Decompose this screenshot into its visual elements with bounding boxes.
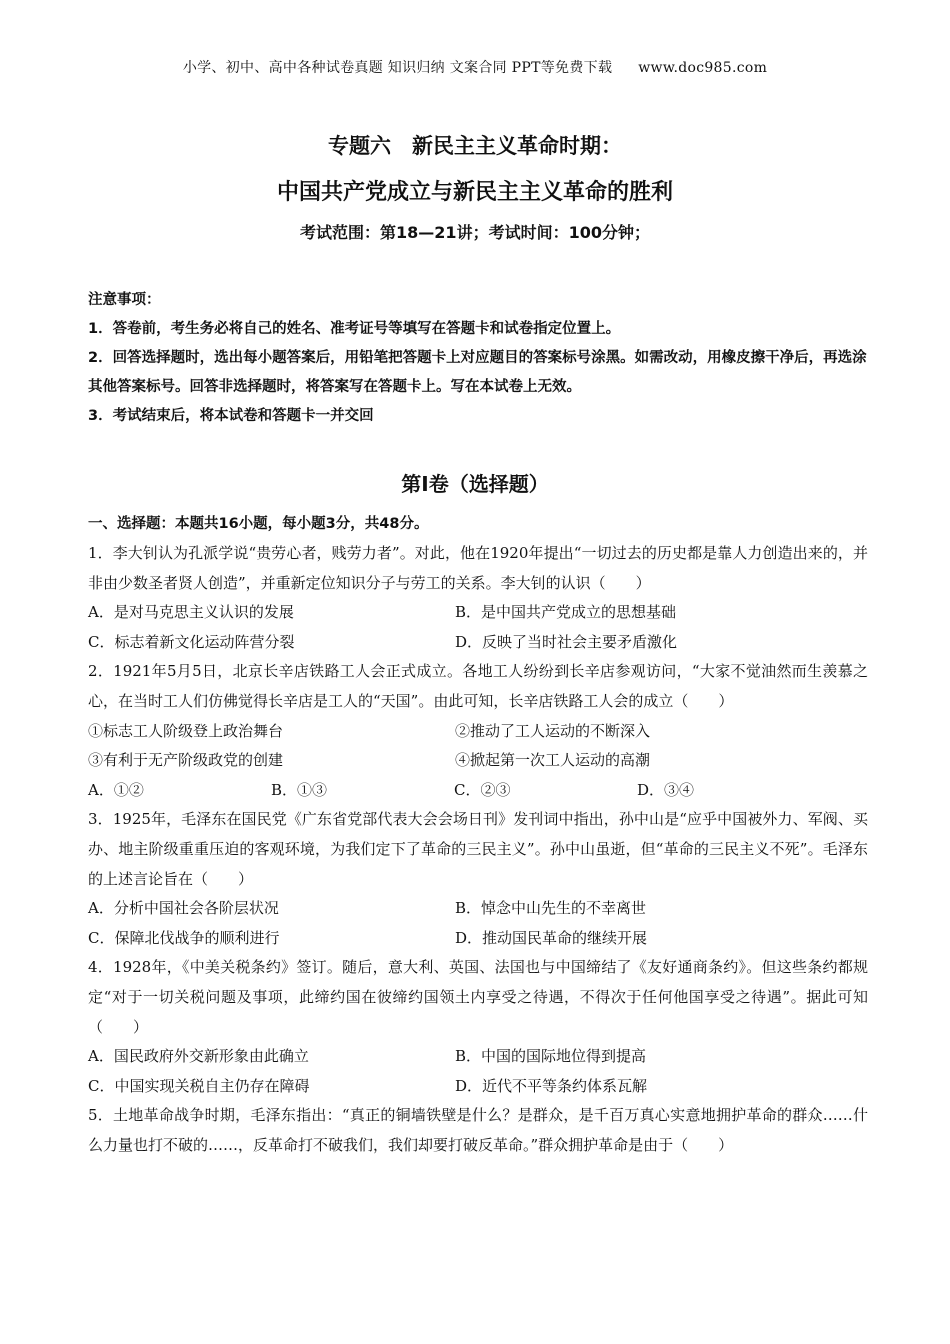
option-row xyxy=(88,924,868,954)
section-title: 第I卷（选择题） xyxy=(401,472,549,496)
option-d: D．③④ xyxy=(637,780,695,799)
option-c: C．保障北伐战争的顺利进行 xyxy=(88,928,280,947)
question-stem: 3．1925年，毛泽东在国民党《广东省党部代表大会会场日刊》发刊词中指出，孙中山是“应乎中国被外力、军阀、买办、地主阶级重重压迫的客观环境，为我们定下了革命的三民主义”。孙中山虽逝，但“革命的三民主义不死”。毛泽东的上述言论旨在（ ） xyxy=(88,810,868,888)
title-line-1: 专题六 新民主主义革命时期： xyxy=(328,134,622,158)
option-c: C．标志着新文化运动阵营分裂 xyxy=(88,632,295,651)
statement-3: ③有利于无产阶级政党的创建 xyxy=(88,751,284,770)
option-row xyxy=(88,598,868,628)
statement-4: ④掀起第一次工人运动的高潮 xyxy=(455,751,651,770)
option-a: A．①② xyxy=(88,780,144,799)
note-item: 2．回答选择题时，选出每小题答案后，用铅笔把答题卡上对应题目的答案标号涂黑。如需改动，用橡皮擦干净后，再选涂其他答案标号。回答非选择题时，将答案写在答题卡上。写在本试卷上无效。 xyxy=(88,350,867,395)
statement-2: ②推动了工人运动的不断深入 xyxy=(455,721,651,740)
option-d: D．推动国民革命的继续开展 xyxy=(455,928,648,947)
option-row xyxy=(88,1042,868,1072)
option-d: D．近代不平等条约体系瓦解 xyxy=(455,1076,648,1095)
option-c: C．中国实现关税自主仍存在障碍 xyxy=(88,1076,310,1095)
option-row xyxy=(88,894,868,924)
title-line-2: 中国共产党成立与新民主主义革命的胜利 xyxy=(276,180,673,205)
question-stem: 1．李大钊认为孔派学说“贵劳心者，贱劳力者”。对此，他在1920年提出“一切过去的历史都是靠人力创造出来的，并非由少数圣者贤人创造”，并重新定位知识分子与劳工的关系。李大钊的认识（ ） xyxy=(88,544,868,592)
option-c: C．②③ xyxy=(454,780,511,799)
option-b: B．是中国共产党成立的思想基础 xyxy=(455,603,677,622)
option-d: D．反映了当时社会主要矛盾激化 xyxy=(455,632,678,651)
note-item: 3．考试结束后，将本试卷和答题卡一并交回 xyxy=(88,408,374,424)
option-a: A．国民政府外交新形象由此确立 xyxy=(88,1047,309,1066)
option-a: A．分析中国社会各阶层状况 xyxy=(88,899,279,918)
option-a: A．是对马克思主义认识的发展 xyxy=(88,603,294,622)
notes-section xyxy=(88,286,868,431)
question-1 xyxy=(88,539,868,657)
statement-row xyxy=(88,746,868,776)
exam-info: 考试范围：第18—21讲；考试时间：100分钟； xyxy=(300,223,650,242)
question-5 xyxy=(88,1101,868,1160)
option-b: B．中国的国际地位得到提高 xyxy=(455,1047,647,1066)
header-site-link[interactable]: www.doc985.com xyxy=(638,60,768,76)
header-text: 小学、初中、高中各种试卷真题 知识归纳 文案合同 PPT等免费下载 xyxy=(182,60,613,76)
option-row xyxy=(88,628,868,658)
note-item: 1．答卷前，考生务必将自己的姓名、准考证号等填写在答题卡和试卷指定位置上。 xyxy=(88,321,621,337)
option-b: B．悼念中山先生的不幸离世 xyxy=(455,899,647,918)
question-stem: 4．1928年，《中美关税条约》签订。随后，意大利、英国、法国也与中国缔结了《友好通商条约》。但这些条约都规定“对于一切关税问题及事项，此缔约国在彼缔约国领土内享受之待遇，不得次于任何他国享受之待遇”。据此可知（ ） xyxy=(88,958,868,1036)
question-2 xyxy=(88,657,868,805)
questions-list xyxy=(88,539,868,1160)
question-4 xyxy=(88,953,868,1101)
option-row xyxy=(88,1072,868,1102)
question-3 xyxy=(88,805,868,953)
statement-1: ①标志工人阶级登上政治舞台 xyxy=(88,721,284,740)
statement-row xyxy=(88,717,868,747)
notes-heading: 注意事项： xyxy=(88,292,161,308)
page-header xyxy=(0,57,950,77)
option-b: B．①③ xyxy=(271,780,328,799)
question-stem: 2．1921年5月5日，北京长辛店铁路工人会正式成立。各地工人纷纷到长辛店参观访问，“大家不觉油然而生羡慕之心，在当时工人们仿佛觉得长辛店是工人的“天国”。由此可知，长辛店铁路工人会的成立（ ） xyxy=(88,662,868,710)
option-row xyxy=(88,776,868,806)
question-stem: 5．土地革命战争时期，毛泽东指出：“真正的铜墙铁壁是什么？是群众，是千百万真心实意地拥护革命的群众……什么力量也打不破的……，反革命打不破我们，我们却要打破反革命。”群众拥护革命是由于（ ） xyxy=(88,1106,868,1154)
part-heading: 一、选择题：本题共16小题，每小题3分，共48分。 xyxy=(88,516,429,532)
